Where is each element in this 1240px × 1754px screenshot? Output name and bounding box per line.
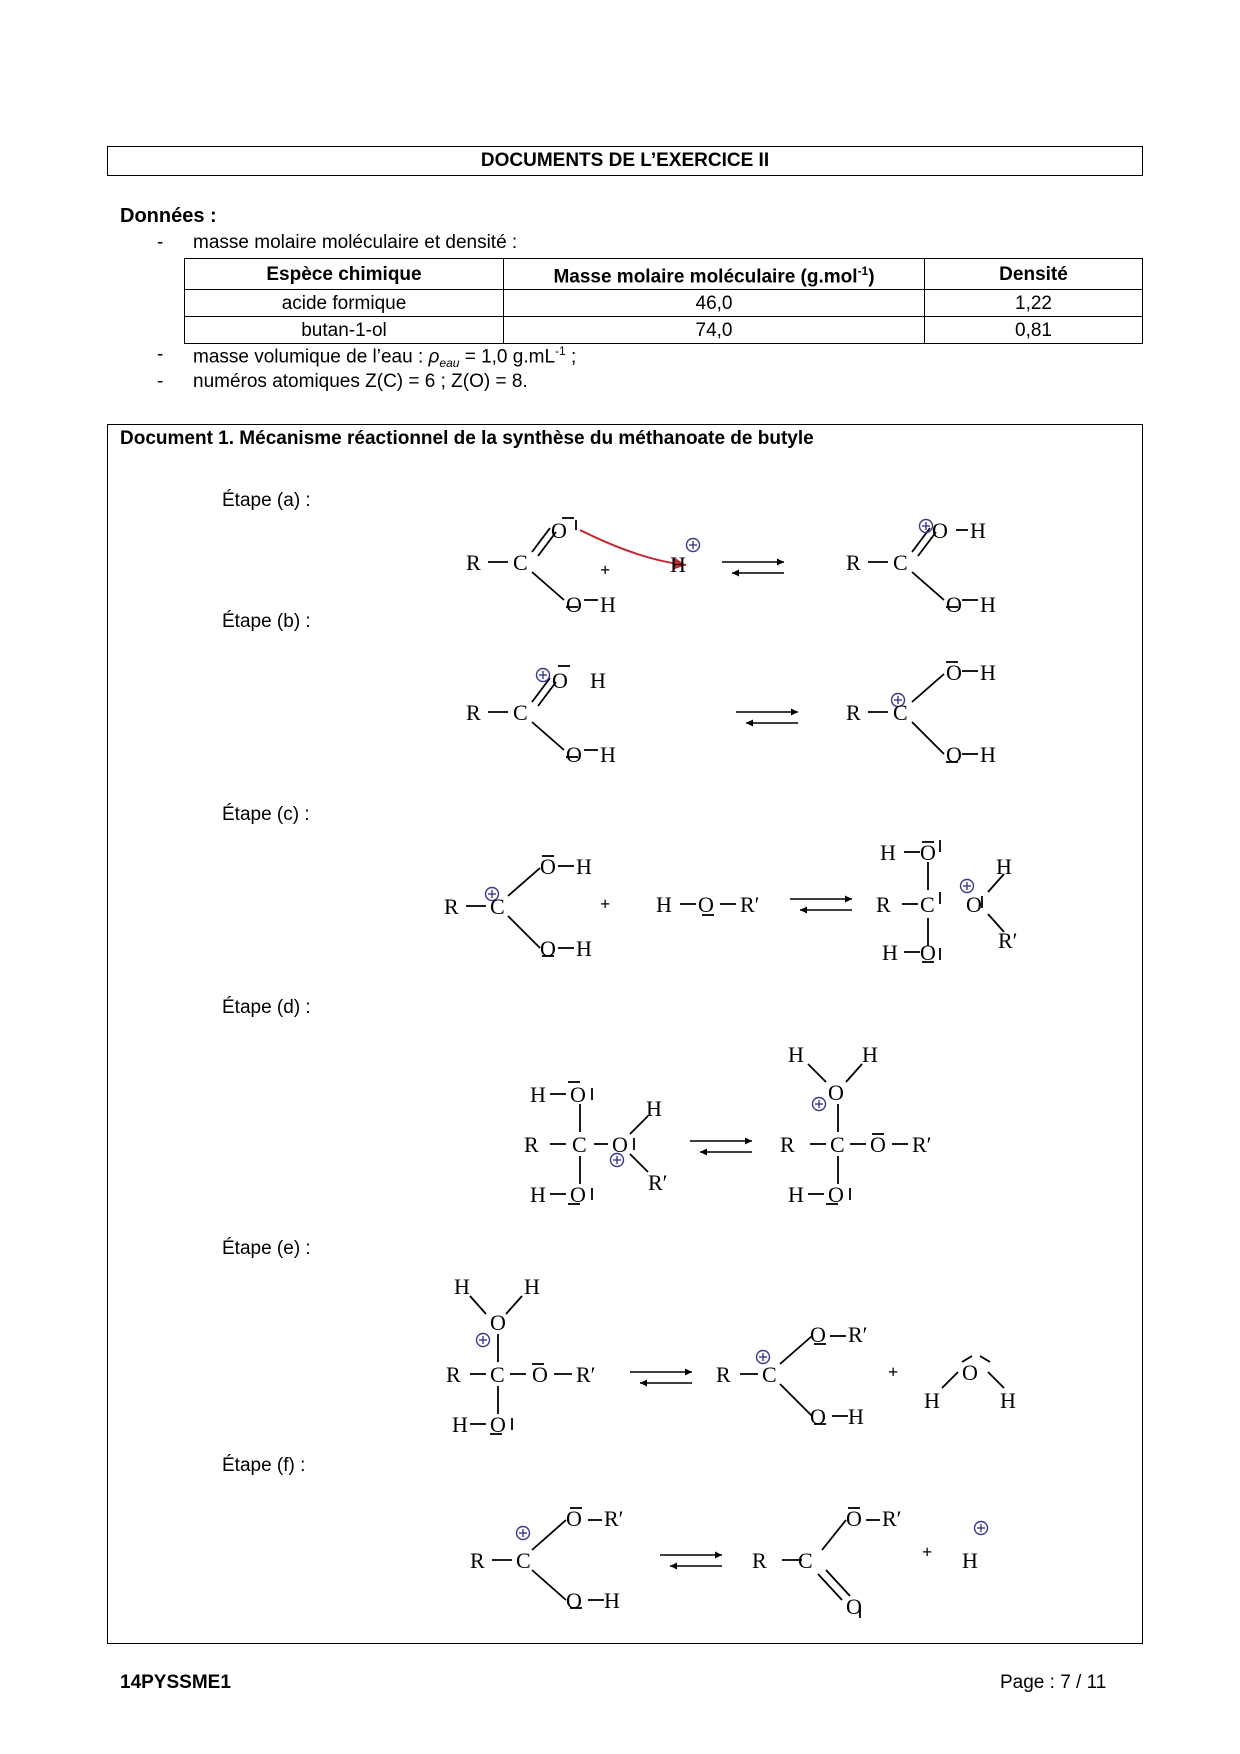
svg-text:O: O	[920, 840, 936, 865]
svg-text:H: H	[996, 854, 1012, 879]
svg-text:C: C	[572, 1132, 587, 1157]
svg-text:O: O	[570, 1182, 586, 1207]
step-c-label: Étape (c) :	[222, 804, 310, 825]
svg-text:R′: R′	[912, 1132, 932, 1157]
svg-text:O: O	[612, 1132, 628, 1157]
svg-text:H: H	[524, 1274, 540, 1299]
page-number: Page : 7 / 11	[1000, 1672, 1107, 1693]
table-cell: 46,0	[504, 290, 925, 317]
svg-text:R′: R′	[882, 1506, 902, 1531]
svg-text:O: O	[566, 1506, 582, 1531]
svg-text:H: H	[670, 552, 686, 577]
step-e-label: Étape (e) :	[222, 1238, 311, 1259]
step-d-structures	[524, 1042, 932, 1207]
svg-text:H: H	[646, 1096, 662, 1121]
bullet-molar-mass-density: masse molaire moléculaire et densité :	[193, 232, 518, 253]
svg-text:R: R	[876, 892, 891, 917]
step-b-label: Étape (b) :	[222, 611, 311, 632]
svg-text:C: C	[920, 892, 935, 917]
svg-text:H: H	[576, 936, 592, 961]
step-f-label: Étape (f) :	[222, 1455, 306, 1476]
svg-text:O: O	[490, 1310, 506, 1335]
svg-text:R: R	[780, 1132, 795, 1157]
svg-text:H: H	[452, 1412, 468, 1437]
col-header-density: Densité	[925, 259, 1143, 290]
svg-text:O: O	[698, 892, 714, 917]
svg-text:R: R	[524, 1132, 539, 1157]
svg-text:O: O	[946, 742, 962, 767]
svg-text:R: R	[470, 1548, 485, 1573]
svg-text:H: H	[788, 1182, 804, 1207]
svg-text:C: C	[513, 700, 528, 725]
svg-text:H: H	[788, 1042, 804, 1067]
bullet-water-density: masse volumique de l’eau : $\rho_{eau} = 1,0$ $g.mL^{-1}$ ;	[193, 344, 577, 371]
step-d-label: Étape (d) :	[222, 997, 311, 1018]
exam-code: 14PYSSME1	[120, 1672, 231, 1693]
svg-text:R: R	[466, 700, 481, 725]
svg-text:O: O	[870, 1132, 886, 1157]
bullet-atomic-numbers: numéros atomiques Z(C) = 6 ; Z(O) = 8.	[193, 371, 528, 392]
svg-text:R′: R′	[998, 928, 1018, 953]
svg-text:O: O	[846, 1594, 862, 1619]
svg-text:R: R	[446, 1362, 461, 1387]
svg-text:O: O	[566, 1588, 582, 1613]
step-f-structures	[470, 1506, 978, 1619]
step-e-structures	[446, 1274, 1016, 1437]
col-header-molar-mass: Masse molaire moléculaire (g.mol$^{-1}$)	[504, 259, 925, 290]
table-cell: butan-1-ol	[185, 317, 504, 344]
svg-text:H: H	[924, 1388, 940, 1413]
bullet-dash: -	[157, 344, 164, 365]
step-a-label: Étape (a) :	[222, 490, 311, 511]
svg-text:C: C	[798, 1548, 813, 1573]
svg-text:R: R	[846, 700, 861, 725]
table-cell: 74,0	[504, 317, 925, 344]
document-1-title: Document 1. Mécanisme réactionnel de la synthèse du méthanoate de butyle	[120, 428, 814, 449]
svg-text:O: O	[540, 854, 556, 879]
svg-text:H: H	[980, 660, 996, 685]
svg-text:O: O	[540, 936, 556, 961]
svg-text:H: H	[848, 1404, 864, 1429]
svg-text:H: H	[454, 1274, 470, 1299]
svg-text:+: +	[600, 894, 611, 914]
svg-text:H: H	[530, 1182, 546, 1207]
svg-text:O: O	[828, 1182, 844, 1207]
svg-text:C: C	[893, 700, 908, 725]
svg-text:C: C	[490, 894, 505, 919]
svg-text:H: H	[604, 1588, 620, 1613]
svg-text:O: O	[566, 592, 582, 617]
svg-text:O: O	[551, 518, 567, 543]
svg-text:O: O	[566, 742, 582, 767]
svg-text:O: O	[846, 1506, 862, 1531]
svg-text:O: O	[966, 892, 982, 917]
donnees-title: Données :	[120, 205, 217, 227]
svg-text:H: H	[970, 518, 986, 543]
svg-text:R′: R′	[576, 1362, 596, 1387]
svg-text:C: C	[893, 550, 908, 575]
svg-text:O: O	[570, 1082, 586, 1107]
svg-text:H: H	[880, 840, 896, 865]
svg-text:R: R	[466, 550, 481, 575]
svg-text:O: O	[810, 1404, 826, 1429]
svg-text:H: H	[600, 742, 616, 767]
bullet-dash: -	[157, 371, 164, 392]
svg-text:C: C	[513, 550, 528, 575]
svg-text:H: H	[530, 1082, 546, 1107]
svg-text:C: C	[516, 1548, 531, 1573]
svg-text:+: +	[888, 1362, 899, 1382]
table-cell: 1,22	[925, 290, 1143, 317]
table-cell: acide formique	[185, 290, 504, 317]
svg-text:O: O	[962, 1360, 978, 1385]
svg-text:C: C	[830, 1132, 845, 1157]
svg-text:R′: R′	[604, 1506, 624, 1531]
svg-text:O: O	[490, 1412, 506, 1437]
svg-text:H: H	[862, 1042, 878, 1067]
svg-text:H: H	[962, 1548, 978, 1573]
svg-text:+: +	[922, 1542, 933, 1562]
svg-text:O: O	[946, 592, 962, 617]
svg-text:+: +	[600, 560, 611, 580]
svg-text:R: R	[444, 894, 459, 919]
svg-text:R: R	[716, 1362, 731, 1387]
svg-text:C: C	[762, 1362, 777, 1387]
table-cell: 0,81	[925, 317, 1143, 344]
svg-text:O: O	[920, 940, 936, 965]
svg-text:O: O	[932, 518, 948, 543]
step-c-structures	[444, 840, 1018, 965]
svg-text:H: H	[980, 592, 996, 617]
svg-text:H: H	[1000, 1388, 1016, 1413]
svg-text:C: C	[490, 1362, 505, 1387]
svg-text:O: O	[532, 1362, 548, 1387]
svg-text:R: R	[846, 550, 861, 575]
svg-text:R: R	[752, 1548, 767, 1573]
svg-text:H: H	[656, 892, 672, 917]
col-header-species: Espèce chimique	[185, 259, 504, 290]
svg-text:H: H	[600, 592, 616, 617]
exercise-documents-header: DOCUMENTS DE L’EXERCICE II	[107, 146, 1143, 176]
svg-text:H: H	[590, 668, 606, 693]
svg-text:R′: R′	[648, 1170, 668, 1195]
svg-text:R′: R′	[740, 892, 760, 917]
svg-text:H: H	[882, 940, 898, 965]
svg-text:H: H	[980, 742, 996, 767]
svg-text:O: O	[946, 660, 962, 685]
svg-text:H: H	[576, 854, 592, 879]
svg-text:O: O	[810, 1322, 826, 1347]
svg-text:O: O	[828, 1080, 844, 1105]
step-b-structures	[466, 660, 996, 767]
bullet-dash: -	[157, 232, 164, 253]
svg-text:R′: R′	[848, 1322, 868, 1347]
svg-text:O: O	[552, 668, 568, 693]
